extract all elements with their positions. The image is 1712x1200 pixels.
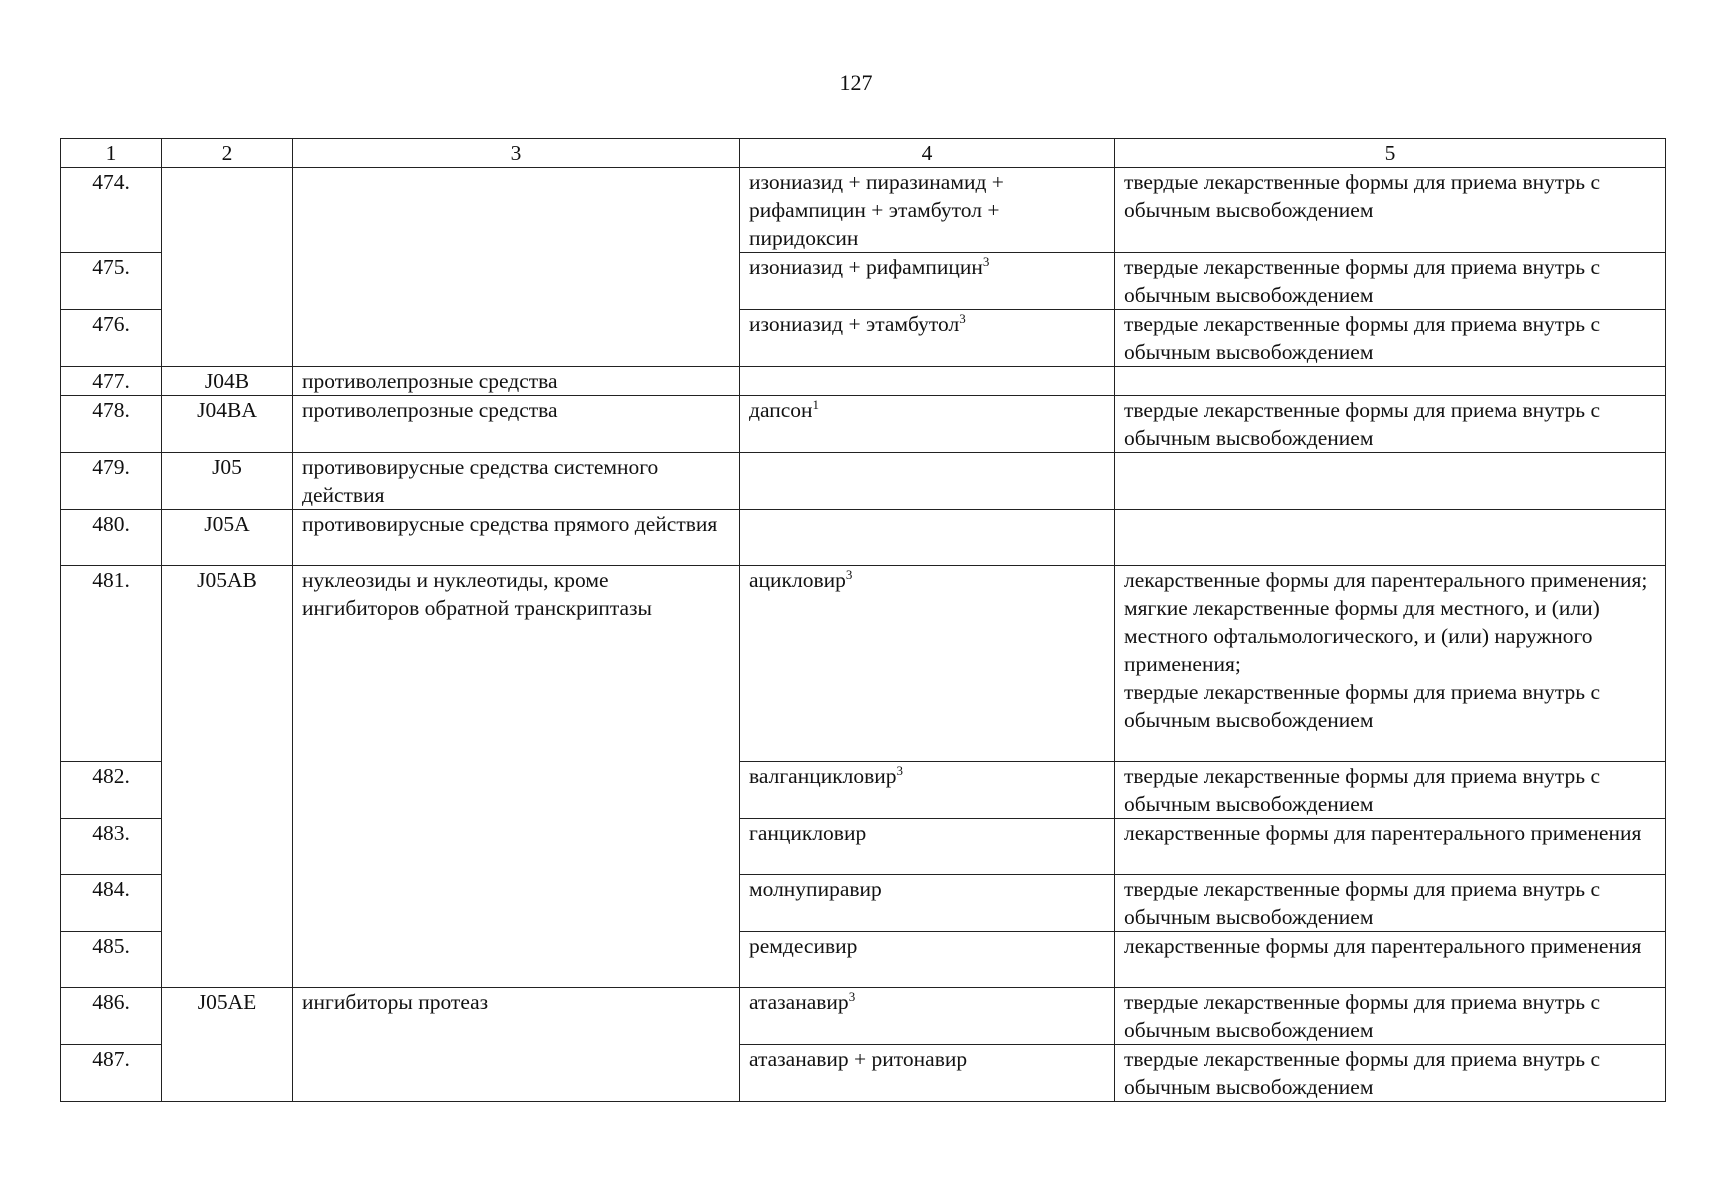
group-name: противовирусные средства прямого действия <box>293 510 740 566</box>
dosage-form: твердые лекарственные формы для приема внутрь с обычным высвобождением <box>1115 168 1666 253</box>
atc-code: J04BA <box>162 396 293 453</box>
row-number: 481. <box>61 566 162 762</box>
group-name: противолепрозные средства <box>293 396 740 453</box>
header-col-1: 1 <box>61 139 162 168</box>
dosage-form: твердые лекарственные формы для приема внутрь с обычным высвобождением <box>1115 875 1666 932</box>
footnote-mark: 3 <box>896 762 904 778</box>
row-number: 483. <box>61 819 162 875</box>
group-name: нуклеозиды и нуклеотиды, кроме ингибиторов обратной транскриптазы <box>293 566 740 988</box>
row-number: 480. <box>61 510 162 566</box>
drug-name <box>740 510 1115 566</box>
row-number: 487. <box>61 1045 162 1102</box>
header-col-4: 4 <box>740 139 1115 168</box>
table-row <box>61 453 1666 510</box>
group-name: противовирусные средства системного действия <box>293 453 740 510</box>
drug-name: молнупиравир <box>740 875 1115 932</box>
footnote-mark: 3 <box>982 253 990 269</box>
footnote-mark: 1 <box>812 396 820 412</box>
row-number: 478. <box>61 396 162 453</box>
drug-name <box>740 988 1115 1045</box>
drug-name-text: ацикловир <box>749 568 846 592</box>
drug-name <box>740 396 1115 453</box>
table-row <box>61 168 1666 253</box>
header-col-2: 2 <box>162 139 293 168</box>
drug-name-text: дапсон <box>749 398 813 422</box>
dosage-form: лекарственные формы для парентерального применения <box>1115 932 1666 988</box>
drug-name <box>740 253 1115 310</box>
dosage-form-line: твердые лекарственные формы для приема внутрь с обычным высвобождением <box>1124 680 1600 732</box>
row-number: 477. <box>61 367 162 396</box>
page-number: 127 <box>839 70 873 95</box>
drug-name-text: изониазид + рифампицин <box>749 255 983 279</box>
dosage-form-line: лекарственные формы для парентерального применения; <box>1124 568 1648 592</box>
atc-code: J05A <box>162 510 293 566</box>
dosage-form <box>1115 453 1666 510</box>
dosage-form <box>1115 510 1666 566</box>
drug-name <box>740 762 1115 819</box>
dosage-form: твердые лекарственные формы для приема внутрь с обычным высвобождением <box>1115 310 1666 367</box>
header-row <box>61 139 1666 168</box>
row-number: 484. <box>61 875 162 932</box>
group-name: ингибиторы протеаз <box>293 988 740 1102</box>
row-number: 479. <box>61 453 162 510</box>
group-name: противолепрозные средства <box>293 367 740 396</box>
dosage-form: твердые лекарственные формы для приема внутрь с обычным высвобождением <box>1115 1045 1666 1102</box>
drug-name: ганцикловир <box>740 819 1115 875</box>
dosage-form: твердые лекарственные формы для приема внутрь с обычным высвобождением <box>1115 253 1666 310</box>
row-number: 485. <box>61 932 162 988</box>
dosage-form: лекарственные формы для парентерального применения <box>1115 819 1666 875</box>
atc-code: J05AB <box>162 566 293 988</box>
drug-name: изониазид + пиразинамид + рифампицин + этамбутол + пиридоксин <box>740 168 1115 253</box>
drug-name <box>740 310 1115 367</box>
footnote-mark: 3 <box>959 310 966 326</box>
table-row <box>61 988 1666 1045</box>
atc-code: J04B <box>162 367 293 396</box>
table-row <box>61 396 1666 453</box>
drug-name <box>740 453 1115 510</box>
footnote-mark: 3 <box>845 566 853 582</box>
dosage-form: твердые лекарственные формы для приема внутрь с обычным высвобождением <box>1115 396 1666 453</box>
dosage-form: твердые лекарственные формы для приема внутрь с обычным высвобождением <box>1115 988 1666 1045</box>
drug-name-text: атазанавир <box>749 990 849 1014</box>
drug-name: атазанавир + ритонавир <box>740 1045 1115 1102</box>
drug-name: ремдесивир <box>740 932 1115 988</box>
row-number: 474. <box>61 168 162 253</box>
table-row <box>61 367 1666 396</box>
table-row <box>61 510 1666 566</box>
group-name <box>293 168 740 367</box>
dosage-form <box>1115 566 1666 762</box>
atc-code: J05AE <box>162 988 293 1102</box>
drug-name-text: изониазид + этамбутол <box>749 312 960 336</box>
row-number: 486. <box>61 988 162 1045</box>
drug-table <box>60 138 1666 1102</box>
atc-code <box>162 168 293 367</box>
footnote-mark: 3 <box>848 988 856 1004</box>
table-row <box>61 566 1666 762</box>
row-number: 476. <box>61 310 162 367</box>
dosage-form: твердые лекарственные формы для приема внутрь с обычным высвобождением <box>1115 762 1666 819</box>
header-col-3: 3 <box>293 139 740 168</box>
row-number: 482. <box>61 762 162 819</box>
drug-name <box>740 566 1115 762</box>
dosage-form-line: мягкие лекарственные формы для местного, и (или) местного офтальмологического, и (или) наружного применения; <box>1124 596 1600 676</box>
drug-name-text: валганцикловир <box>749 764 897 788</box>
dosage-form <box>1115 367 1666 396</box>
header-col-5: 5 <box>1115 139 1666 168</box>
row-number: 475. <box>61 253 162 310</box>
drug-name <box>740 367 1115 396</box>
atc-code: J05 <box>162 453 293 510</box>
